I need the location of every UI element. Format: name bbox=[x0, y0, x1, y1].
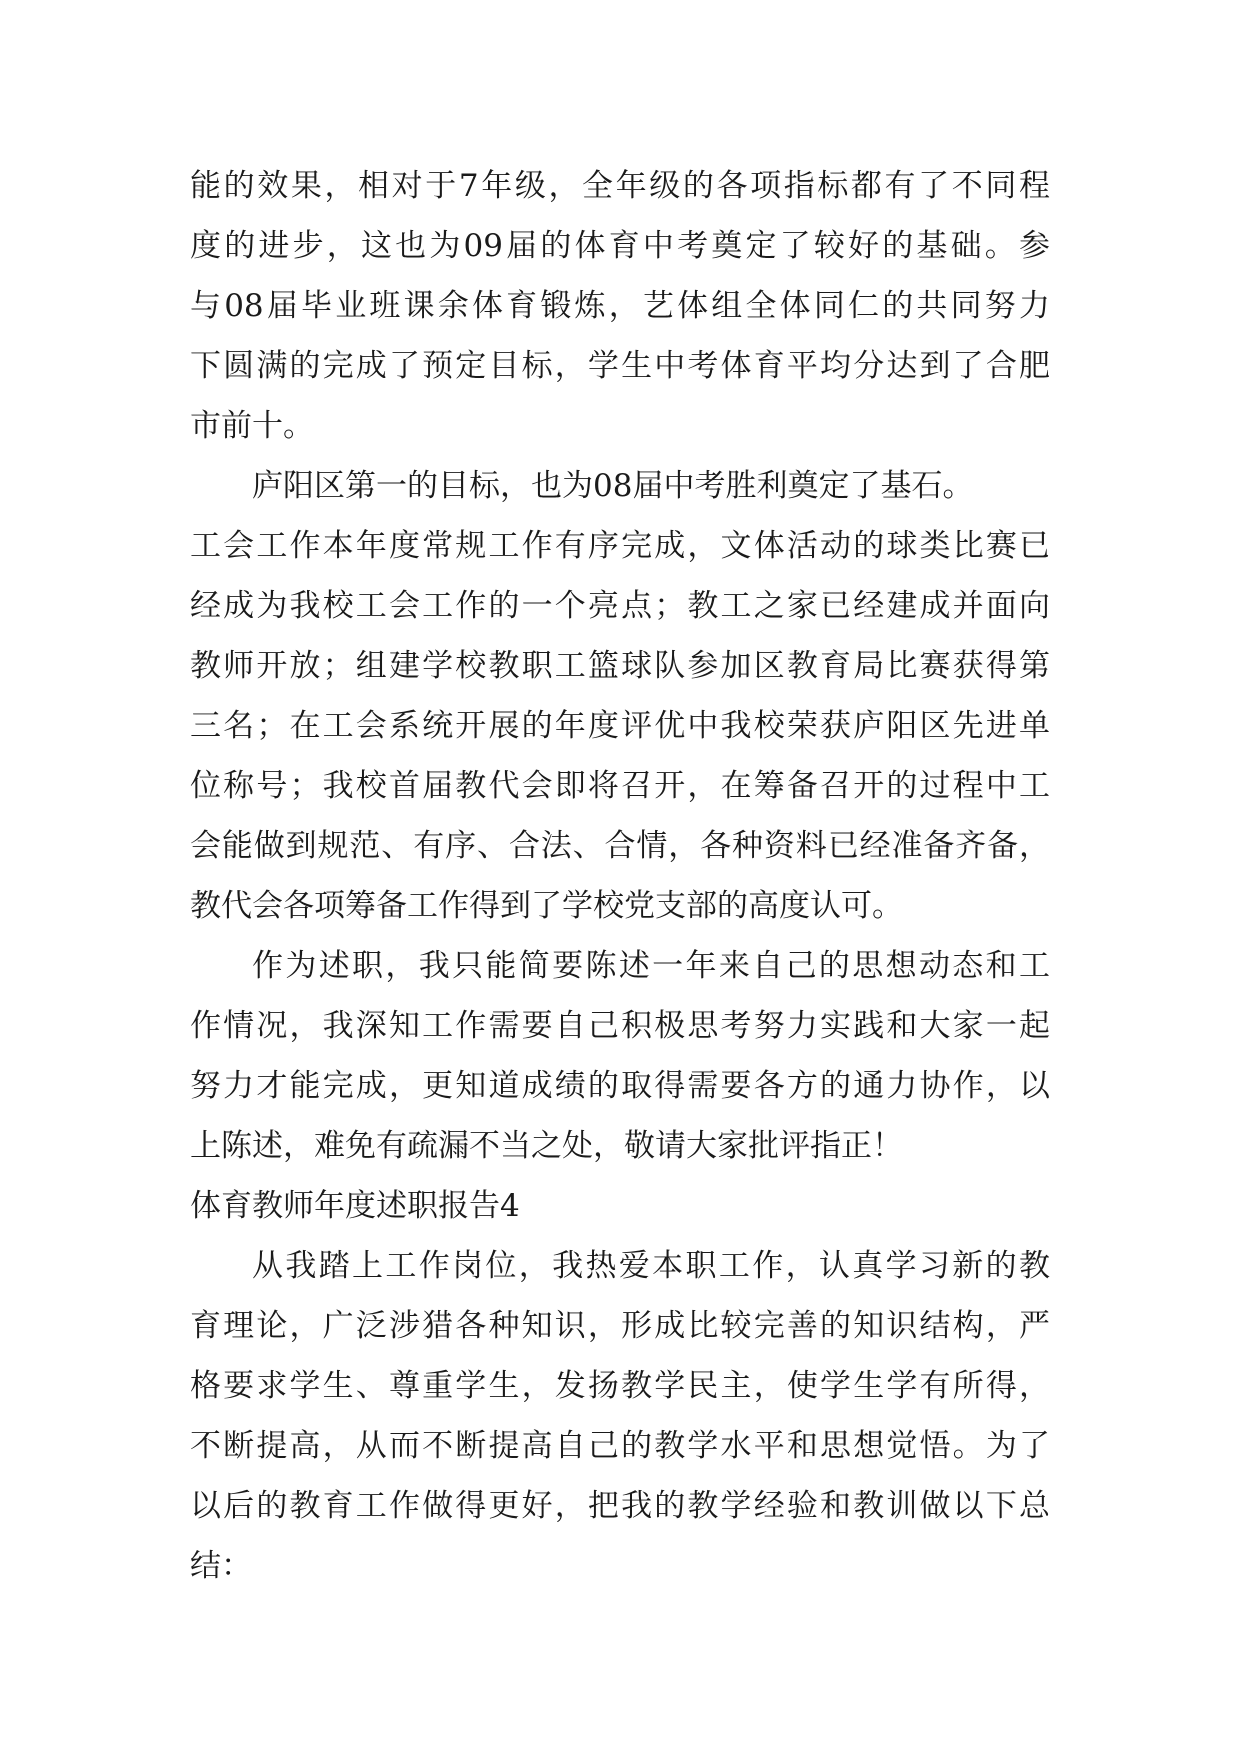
text-line: 三名；在工会系统开展的年度评优中我校荣获庐阳区先进单 bbox=[190, 708, 1050, 744]
text-line: 从我踏上工作岗位，我热爱本职工作，认真学习新的教 bbox=[252, 1248, 1050, 1284]
text-line: 结： bbox=[190, 1548, 252, 1584]
text-line: 市前十。 bbox=[190, 408, 314, 444]
text-line: 作为述职，我只能简要陈述一年来自己的思想动态和工 bbox=[252, 948, 1050, 984]
text-line: 以后的教育工作做得更好，把我的教学经验和教训做以下总 bbox=[190, 1488, 1050, 1524]
text-line: 庐阳区第一的目标，也为08届中考胜利奠定了基石。 bbox=[252, 468, 974, 504]
text-line: 下圆满的完成了预定目标，学生中考体育平均分达到了合肥 bbox=[190, 348, 1050, 384]
paragraph bbox=[190, 456, 1050, 936]
section-title: 体育教师年度述职报告4 bbox=[190, 1188, 520, 1224]
paragraph bbox=[190, 1236, 1050, 1596]
text-line: 格要求学生、尊重学生，发扬教学民主，使学生学有所得， bbox=[190, 1368, 1050, 1404]
document-body bbox=[190, 156, 1050, 1596]
text-line: 位称号；我校首届教代会即将召开，在筹备召开的过程中工 bbox=[190, 768, 1050, 804]
text-line: 工会工作本年度常规工作有序完成，文体活动的球类比赛已 bbox=[190, 528, 1050, 564]
text-line: 教师开放；组建学校教职工篮球队参加区教育局比赛获得第 bbox=[190, 648, 1050, 684]
text-line: 经成为我校工会工作的一个亮点；教工之家已经建成并面向 bbox=[190, 588, 1050, 624]
text-line: 与08届毕业班课余体育锻炼，艺体组全体同仁的共同努力 bbox=[190, 288, 1050, 324]
text-line: 作情况，我深知工作需要自己积极思考努力实践和大家一起 bbox=[190, 1008, 1050, 1044]
text-line: 能的效果，相对于7年级，全年级的各项指标都有了不同程 bbox=[190, 168, 1050, 204]
text-line: 度的进步，这也为09届的体育中考奠定了较好的基础。参 bbox=[190, 228, 1050, 264]
text-line: 会能做到规范、有序、合法、合情，各种资料已经准备齐备， bbox=[190, 828, 1050, 864]
text-line: 育理论，广泛涉猎各种知识，形成比较完善的知识结构，严 bbox=[190, 1308, 1050, 1344]
section-heading bbox=[190, 1176, 1050, 1236]
paragraph bbox=[190, 936, 1050, 1176]
text-line: 努力才能完成，更知道成绩的取得需要各方的通力协作，以 bbox=[190, 1068, 1050, 1104]
paragraph bbox=[190, 156, 1050, 456]
text-line: 教代会各项筹备工作得到了学校党支部的高度认可。 bbox=[190, 888, 903, 924]
text-line: 上陈述，难免有疏漏不当之处，敬请大家批评指正！ bbox=[190, 1128, 903, 1164]
text-line: 不断提高，从而不断提高自己的教学水平和思想觉悟。为了 bbox=[190, 1428, 1050, 1464]
